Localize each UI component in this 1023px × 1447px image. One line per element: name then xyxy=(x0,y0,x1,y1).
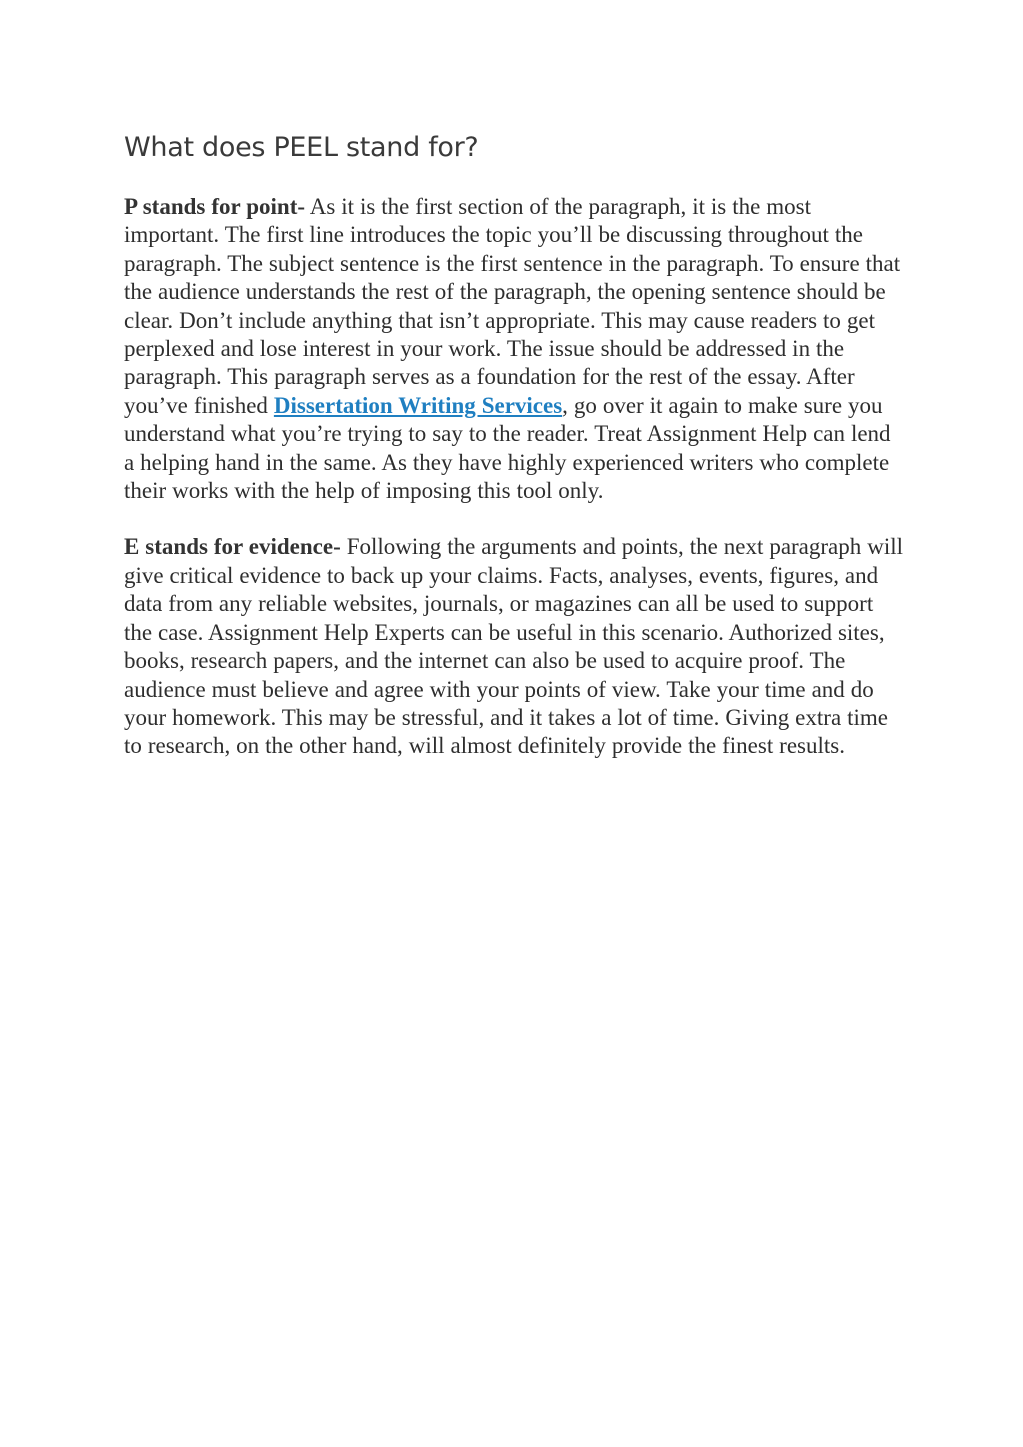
evidence-text: Following the arguments and points, the next paragraph will give critical evidence to back up your claims. Facts, analyses, events, figures, and data from any reliable websites, journals, or magazines can all be used to support the case. Assignment Help Experts can be useful in this scenario. Authorized sites, books, research papers, and the internet can also be used to acquire proof. The audience must believe and agree with your points of view. Take your time and do your homework. This may be stressful, and it takes a lot of time. Giving extra time to research, on the other hand, will almost definitely provide the finest results. xyxy=(124,534,903,759)
dissertation-writing-services-link[interactable]: Dissertation Writing Services xyxy=(273,392,563,418)
page-title: What does PEEL stand for? xyxy=(124,132,479,163)
evidence-lead: E stands for evidence- xyxy=(124,534,341,560)
evidence-paragraph xyxy=(124,533,904,760)
point-text-after-link: , go over it again to make sure you understand what you’re trying to say to the reader. Treat Assignment Help can lend a helping hand in the same. As they have highly experienced writers who complete their works with the help of imposing this tool only. xyxy=(124,392,891,504)
point-lead: P stands for point- xyxy=(124,194,306,219)
point-paragraph xyxy=(124,193,904,505)
document-content xyxy=(124,128,904,761)
point-text-before-link: As it is the first section of the paragraph, it is the most important. The first line introduces the topic you’ll be discussing throughout the paragraph. The subject sentence is the first sentence in the paragraph. To ensure that the audience understands the rest of the paragraph, the opening sentence should be clear. Don’t include anything that isn’t appropriate. This may cause readers to get perplexed and lose interest in your work. The issue should be addressed in the paragraph. This paragraph serves as a foundation for the rest of the essay. After you’ve finished xyxy=(124,194,901,418)
